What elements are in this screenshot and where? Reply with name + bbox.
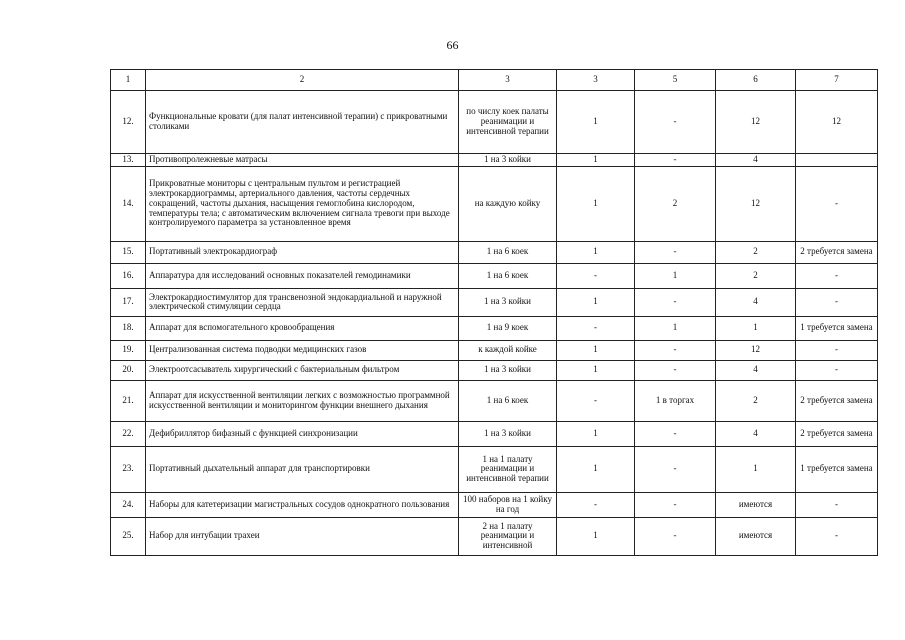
row-number: 25. bbox=[111, 517, 146, 555]
row-cell: 2 bbox=[716, 380, 796, 421]
row-cell: 1 bbox=[557, 517, 635, 555]
table-row bbox=[111, 492, 878, 517]
page-number: 66 bbox=[446, 38, 459, 52]
row-cell: 2 требуется замена bbox=[796, 241, 878, 263]
row-cell: 12 bbox=[716, 91, 796, 154]
row-cell: - bbox=[796, 360, 878, 380]
row-cell: 4 bbox=[716, 421, 796, 446]
row-cell: 2 требуется замена bbox=[796, 380, 878, 421]
row-cell: 12 bbox=[716, 166, 796, 241]
row-cell: - bbox=[635, 517, 716, 555]
row-number: 18. bbox=[111, 316, 146, 340]
row-cell: 2 bbox=[716, 263, 796, 288]
row-cell: - bbox=[796, 288, 878, 316]
row-cell: - bbox=[635, 492, 716, 517]
row-cell: 1 bbox=[557, 166, 635, 241]
row-cell: 1 bbox=[557, 288, 635, 316]
table-row bbox=[111, 517, 878, 555]
row-number: 15. bbox=[111, 241, 146, 263]
row-cell: - bbox=[796, 263, 878, 288]
row-number: 12. bbox=[111, 91, 146, 154]
row-cell: - bbox=[635, 421, 716, 446]
row-name: Аппарат для вспомогательного кровообращения bbox=[146, 316, 459, 340]
row-name: Портативный дыхательный аппарат для транспортировки bbox=[146, 446, 459, 492]
row-norm: 1 на 6 коек bbox=[459, 380, 557, 421]
table-row bbox=[111, 380, 878, 421]
row-cell: - bbox=[796, 492, 878, 517]
row-cell: 2 bbox=[635, 166, 716, 241]
row-norm: 2 на 1 палату реанимации и интенсивной bbox=[459, 517, 557, 555]
row-cell: 1 требуется замена bbox=[796, 316, 878, 340]
row-cell: 4 bbox=[716, 154, 796, 167]
row-cell: 1 bbox=[635, 316, 716, 340]
row-name: Электроотсасыватель хирургический с бактериальным фильтром bbox=[146, 360, 459, 380]
row-cell: - bbox=[557, 316, 635, 340]
row-cell: 12 bbox=[796, 91, 878, 154]
column-header: 3 bbox=[459, 70, 557, 91]
row-number: 23. bbox=[111, 446, 146, 492]
table-row bbox=[111, 316, 878, 340]
row-cell: 1 bbox=[557, 241, 635, 263]
table-header-row bbox=[111, 70, 878, 91]
equipment-table bbox=[110, 69, 878, 556]
column-header: 1 bbox=[111, 70, 146, 91]
row-cell: - bbox=[635, 288, 716, 316]
row-cell: 1 bbox=[716, 446, 796, 492]
row-norm: по числу коек палаты реанимации и интенсивной терапии bbox=[459, 91, 557, 154]
row-cell: - bbox=[557, 263, 635, 288]
column-header: 3 bbox=[557, 70, 635, 91]
row-name: Набор для интубации трахеи bbox=[146, 517, 459, 555]
table-row bbox=[111, 446, 878, 492]
row-name: Противопролежневые матрасы bbox=[146, 154, 459, 167]
row-number: 20. bbox=[111, 360, 146, 380]
row-name: Аппаратура для исследований основных показателей гемодинамики bbox=[146, 263, 459, 288]
row-cell: - bbox=[635, 154, 716, 167]
row-name: Централизованная система подводки медицинских газов bbox=[146, 340, 459, 360]
row-cell: 4 bbox=[716, 288, 796, 316]
row-number: 13. bbox=[111, 154, 146, 167]
row-cell: - bbox=[796, 517, 878, 555]
table-row bbox=[111, 154, 878, 167]
row-name: Функциональные кровати (для палат интенсивной терапии) с прикроватными столиками bbox=[146, 91, 459, 154]
row-cell: - bbox=[557, 380, 635, 421]
row-number: 24. bbox=[111, 492, 146, 517]
row-cell: - bbox=[635, 340, 716, 360]
row-cell: 1 требуется замена bbox=[796, 446, 878, 492]
row-cell: 1 bbox=[557, 154, 635, 167]
row-cell: - bbox=[796, 340, 878, 360]
row-norm: 1 на 3 койки bbox=[459, 360, 557, 380]
row-norm: на каждую койку bbox=[459, 166, 557, 241]
row-cell: - bbox=[557, 492, 635, 517]
row-norm: 1 на 1 палату реанимации и интенсивной терапии bbox=[459, 446, 557, 492]
row-cell: 1 в торгах bbox=[635, 380, 716, 421]
row-norm: 100 наборов на 1 койку на год bbox=[459, 492, 557, 517]
row-name: Прикроватные мониторы с центральным пультом и регистрацией электрокардиограммы, артериального давления, частоты сердечных сокращений, частоты дыхания, насыщения гемоглобина кислородом, температуры тела; с автоматическим включением сигнала тревоги при выходе контролируемого параметра за установленное время bbox=[146, 166, 459, 241]
row-number: 22. bbox=[111, 421, 146, 446]
row-number: 16. bbox=[111, 263, 146, 288]
row-cell: 2 требуется замена bbox=[796, 421, 878, 446]
table-row bbox=[111, 166, 878, 241]
row-number: 17. bbox=[111, 288, 146, 316]
row-norm: 1 на 3 койки bbox=[459, 288, 557, 316]
table-row bbox=[111, 421, 878, 446]
row-cell: 2 bbox=[716, 241, 796, 263]
row-number: 19. bbox=[111, 340, 146, 360]
row-cell: 1 bbox=[635, 263, 716, 288]
row-cell: 4 bbox=[716, 360, 796, 380]
row-norm: 1 на 9 коек bbox=[459, 316, 557, 340]
row-cell: - bbox=[635, 446, 716, 492]
row-cell: 1 bbox=[557, 360, 635, 380]
row-norm: 1 на 6 коек bbox=[459, 263, 557, 288]
row-number: 14. bbox=[111, 166, 146, 241]
row-cell: 12 bbox=[716, 340, 796, 360]
row-cell: имеются bbox=[716, 492, 796, 517]
row-norm: 1 на 3 койки bbox=[459, 154, 557, 167]
column-header: 5 bbox=[635, 70, 716, 91]
row-name: Наборы для катетеризации магистральных сосудов однократного пользования bbox=[146, 492, 459, 517]
row-cell: - bbox=[635, 241, 716, 263]
row-norm: 1 на 3 койки bbox=[459, 421, 557, 446]
table-row bbox=[111, 340, 878, 360]
column-header: 6 bbox=[716, 70, 796, 91]
row-cell: 1 bbox=[557, 340, 635, 360]
table-row bbox=[111, 263, 878, 288]
row-norm: к каждой койке bbox=[459, 340, 557, 360]
row-norm: 1 на 6 коек bbox=[459, 241, 557, 263]
row-name: Аппарат для искусственной вентиляции легких с возможностью программной искусственной вентиляции и мониторингом функции внешнего дыхания bbox=[146, 380, 459, 421]
table-row bbox=[111, 91, 878, 154]
row-cell: 1 bbox=[557, 446, 635, 492]
row-cell bbox=[796, 154, 878, 167]
row-cell: - bbox=[635, 360, 716, 380]
row-name: Портативный электрокардиограф bbox=[146, 241, 459, 263]
table-row bbox=[111, 360, 878, 380]
row-cell: - bbox=[635, 91, 716, 154]
row-cell: имеются bbox=[716, 517, 796, 555]
row-number: 21. bbox=[111, 380, 146, 421]
row-name: Электрокардиостимулятор для трансвенозной эндокардиальной и наружной электрической стимуляции сердца bbox=[146, 288, 459, 316]
column-header: 2 bbox=[146, 70, 459, 91]
table-row bbox=[111, 288, 878, 316]
row-cell: 1 bbox=[716, 316, 796, 340]
column-header: 7 bbox=[796, 70, 878, 91]
row-cell: 1 bbox=[557, 421, 635, 446]
row-cell: 1 bbox=[557, 91, 635, 154]
table-row bbox=[111, 241, 878, 263]
row-cell: - bbox=[796, 166, 878, 241]
row-name: Дефибриллятор бифазный с функцией синхронизации bbox=[146, 421, 459, 446]
